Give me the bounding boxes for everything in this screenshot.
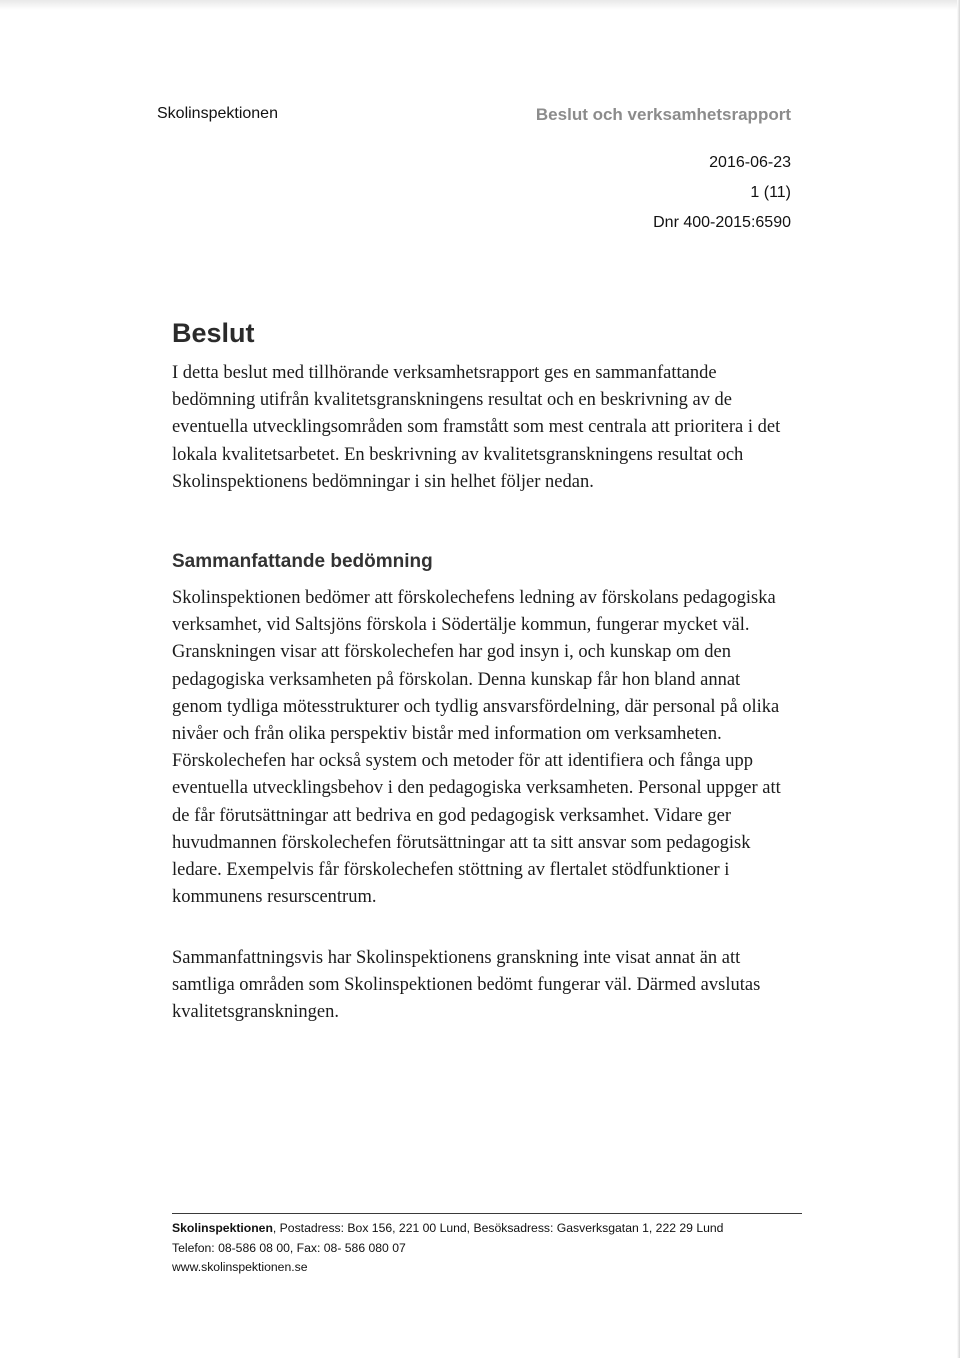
intro-paragraph: I detta beslut med tillhörande verksamhetsrapport ges en sammanfattande bedömning utifrån kvalitetsgranskningens resultat och en beskrivning av de eventuella utvecklingsområden som framstått som mest centrala att prioritera i det lokala kvalitetsarbetet. En beskrivning av kvalitetsgranskningens resultat och Skolinspektionens bedömningar i sin helhet följer nedan. (172, 363, 781, 492)
assessment-paragraph: Skolinspektionen bedömer att förskolechefens ledning av förskolans pedagogiska verksamhet, vid Saltsjöns förskola i Södertälje kommun, fungerar mycket väl. Granskningen visar att förskolechefen har god insyn i, och kunskap om den pedagogiska verksamheten på förskolan. Denna kunskap får hon bland annat genom tydliga mötesstrukturer och tydlig ansvarsfördelning, där personal på olika nivåer och från olika perspektiv bistår med information om verksamheten. Förskolechefen har också system och metoder för att identifiera och fånga upp eventuella utvecklingsbehov i den pedagogiska verksamheten. Personal uppger att de får förutsättningar att bedriva en god pedagogisk verksamhet. Vidare ger huvudmannen förskolechefen förutsättningar att ta sitt ansvar som pedagogisk ledare. Exempelvis får förskolechefen stöttning av flertalet stödfunktioner i kommunens resurscentrum. (172, 588, 781, 908)
reference-number: Dnr 400-2015:6590 (653, 214, 791, 231)
footer-phone: Telefon: 08-586 08 00, Fax: 08- 586 080 07 (172, 1240, 406, 1255)
footer-divider (172, 1213, 802, 1214)
document-type: Beslut och verksamhetsrapport (535, 105, 791, 124)
page-number: 1 (11) (750, 184, 791, 201)
footer (172, 1219, 802, 1278)
document-meta (653, 148, 791, 238)
document-date: 2016-06-23 (709, 154, 791, 171)
footer-address-text: , Postadress: Box 156, 221 00 Lund, Besöksadress: Gasverksgatan 1, 222 29 Lund (272, 1221, 724, 1235)
conclusion-paragraph: Sammanfattningsvis har Skolinspektionens granskning inte visat annat än att samtliga områden som Skolinspektionen bedömt fungerar väl. Därmed avslutas kvalitetsgranskningen. (172, 948, 761, 1023)
footer-org-name: Skolinspektionen (172, 1221, 273, 1235)
footer-address (172, 1219, 802, 1239)
section-heading: Sammanfattande bedömning (172, 551, 433, 572)
footer-website[interactable]: www.skolinspektionen.se (172, 1260, 308, 1274)
scan-top-band (0, 0, 960, 10)
page-title: Beslut (172, 318, 255, 348)
organization-name: Skolinspektionen (157, 105, 278, 122)
